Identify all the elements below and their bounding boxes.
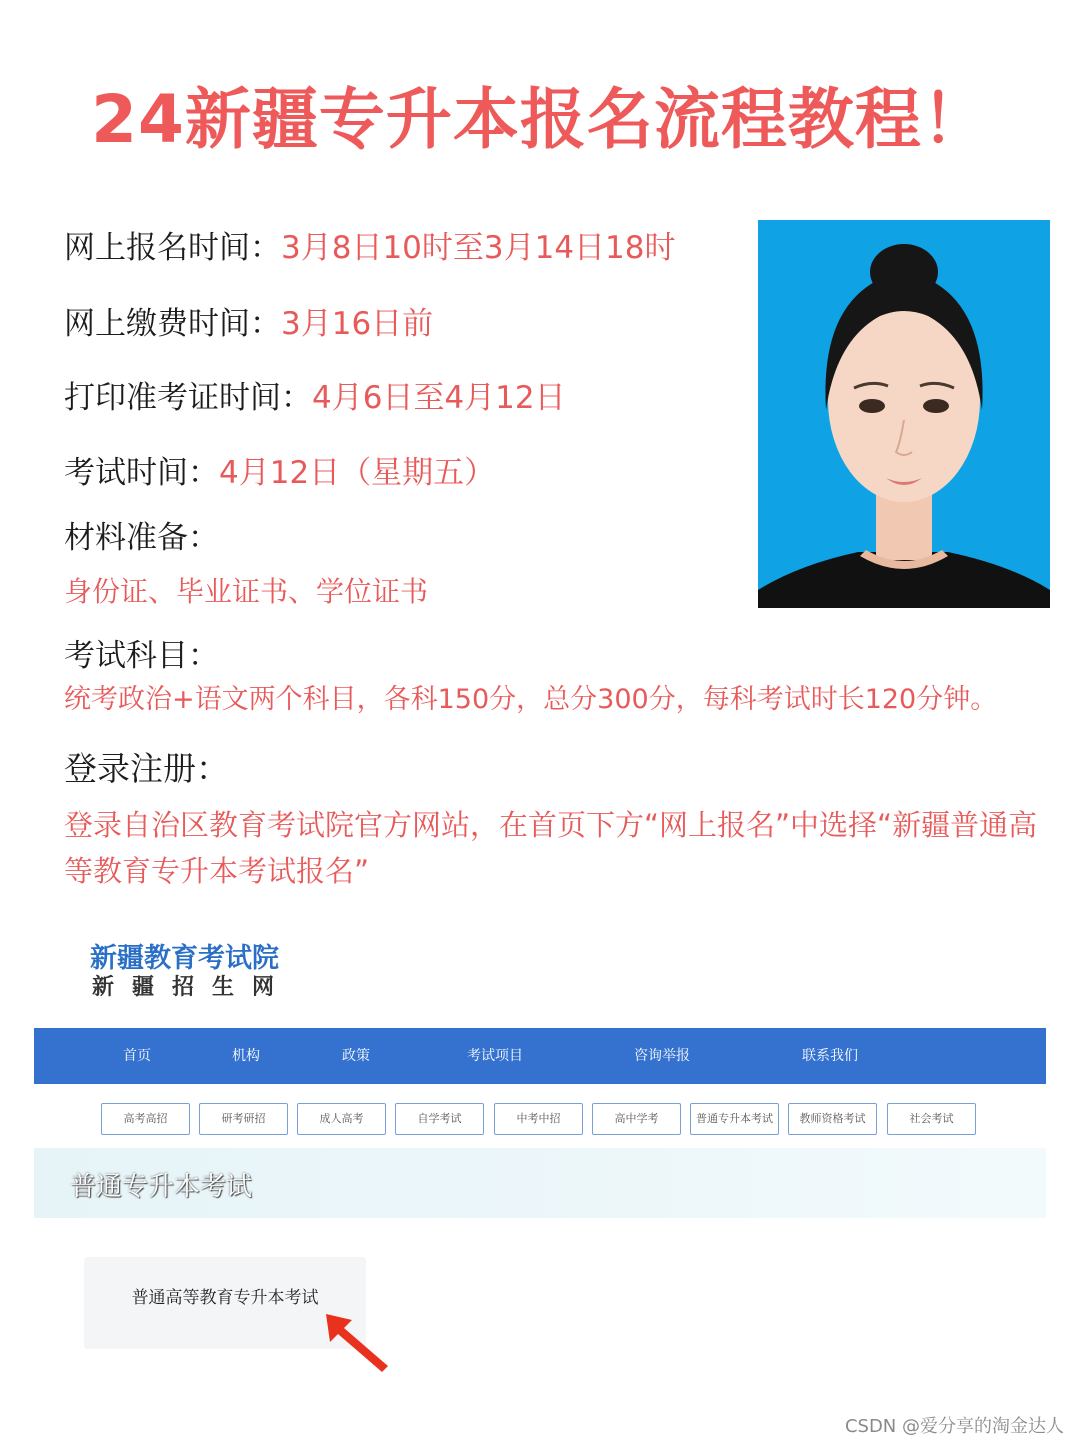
site-navbar xyxy=(34,1028,1046,1084)
exam-entry-card-label: 普通高等教育专升本考试 xyxy=(131,1288,319,1308)
nav-consult-report[interactable]: 咨询举报 xyxy=(634,1048,690,1064)
section-banner xyxy=(34,1148,1046,1218)
tab-self-study[interactable]: 自学考试 xyxy=(395,1103,484,1135)
signup-time-value: 3月8日10时至3月14日18时 xyxy=(281,230,676,266)
materials-label: 材料准备： xyxy=(64,520,219,556)
page-title: 24新疆专升本报名流程教程！ xyxy=(91,81,989,158)
tab-teacher-cert[interactable]: 教师资格考试 xyxy=(788,1103,877,1135)
payment-time-label: 网上缴费时间： xyxy=(64,306,281,342)
signup-time-label: 网上报名时间： xyxy=(64,230,281,266)
subjects-label-row xyxy=(64,630,219,675)
tab-social-exam[interactable]: 社会考试 xyxy=(887,1103,976,1135)
subjects-value: 统考政治+语文两个科目，各科150分，总分300分，每科考试时长120分钟。 xyxy=(64,684,998,715)
site-logo-subtitle: 新疆招生网 xyxy=(92,974,293,1000)
watermark: CSDN @爱分享的淘金达人 xyxy=(844,1416,1064,1437)
tab-gaokao[interactable]: 高考高招 xyxy=(101,1103,190,1135)
admit-card-time-row xyxy=(64,372,566,417)
tab-graduate[interactable]: 研考研招 xyxy=(199,1103,288,1135)
payment-time-row xyxy=(64,298,433,343)
portrait-image xyxy=(758,220,1050,608)
tab-high-school-test[interactable]: 高中学考 xyxy=(592,1103,681,1135)
subjects-label: 考试科目： xyxy=(64,638,219,674)
admit-card-time-label: 打印准考证时间： xyxy=(64,380,312,416)
section-banner-title: 普通专升本考试 xyxy=(70,1172,253,1202)
register-label: 登录注册： xyxy=(64,749,229,788)
nav-policy[interactable]: 政策 xyxy=(342,1048,370,1064)
payment-time-value: 3月16日前 xyxy=(281,306,434,342)
pointer-arrow-icon xyxy=(322,1312,394,1374)
tab-zhongkao[interactable]: 中考中招 xyxy=(494,1103,583,1135)
nav-contact[interactable]: 联系我们 xyxy=(802,1048,858,1064)
tab-adult-exam[interactable]: 成人高考 xyxy=(297,1103,386,1135)
nav-exam-items[interactable]: 考试项目 xyxy=(467,1048,523,1064)
register-label-row xyxy=(64,743,229,790)
nav-organization[interactable]: 机构 xyxy=(232,1048,260,1064)
materials-label-row xyxy=(64,512,219,557)
tab-upgrade-exam[interactable]: 普通专升本考试 xyxy=(690,1103,779,1135)
id-photo xyxy=(758,220,1050,608)
exam-time-label: 考试时间： xyxy=(64,455,219,491)
signup-time-row xyxy=(64,222,676,267)
register-value: 登录自治区教育考试院官方网站，在首页下方“网上报名”中选择“新疆普通高等教育专升本考试报名” xyxy=(64,808,1038,888)
exam-category-tabs xyxy=(0,1103,1080,1135)
nav-home[interactable]: 首页 xyxy=(123,1048,151,1064)
site-logo-title: 新疆教育考试院 xyxy=(90,943,279,974)
exam-time-value: 4月12日（星期五） xyxy=(219,455,496,491)
exam-time-row xyxy=(64,447,495,492)
materials-value: 身份证、毕业证书、学位证书 xyxy=(64,575,429,608)
admit-card-time-value: 4月6日至4月12日 xyxy=(312,380,566,416)
